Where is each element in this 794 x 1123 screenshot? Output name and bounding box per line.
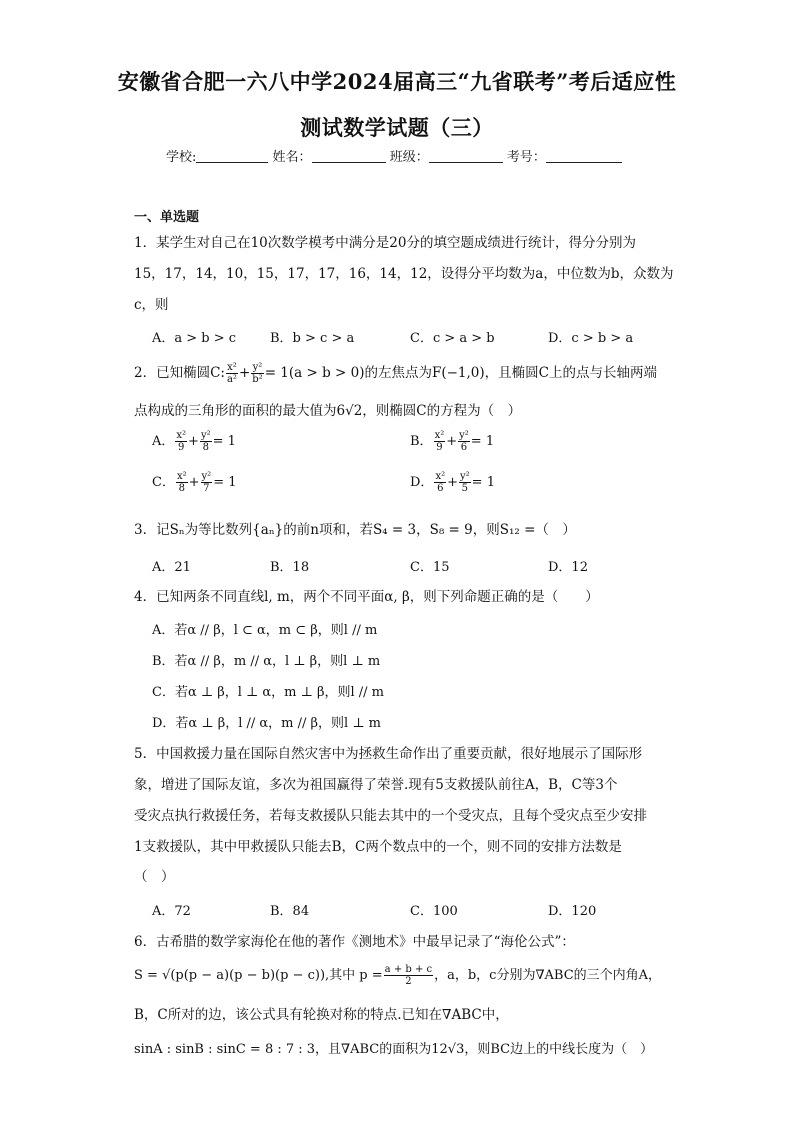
q1-line2: 15，17，14，10，15，17，17，16，14，12，设得分平均数为a，中位数为b，众数为: [134, 266, 674, 282]
q4-option-d[interactable]: D．若α ⊥ β，l // α，m // β，则l ⊥ m: [152, 716, 382, 731]
number-label: 考号：: [506, 150, 546, 165]
q5-line4: 1支救援队，其中甲救援队只能去B，C两个数点中的一个，则不同的安排方法数是: [134, 839, 622, 855]
q2-frac-x-den: a²: [226, 374, 237, 385]
q6-frac-p-den: 2: [405, 976, 412, 987]
q5-line1: 5．中国救援力量在国际自然灾害中为拯救生命作出了重要贡献，很好地展示了国际形: [134, 746, 643, 762]
q4-option-b[interactable]: B．若α // β，m // α，l ⊥ β，则l ⊥ m: [152, 654, 381, 669]
q2-a-frac2: [200, 430, 212, 453]
q6-formula: S = √(p(p − a)(p − b)(p − c)): [134, 968, 326, 983]
q2-option-d[interactable]: D． $\frac{\text{x²}}{6}$ + $\frac{\text{y²}}{5}$ = 1: [410, 471, 495, 494]
q1-option-d[interactable]: D．c > b > a: [548, 331, 634, 346]
name-blank[interactable]: [312, 150, 386, 163]
q2-option-b-label: B．: [410, 434, 433, 449]
q2-b-d1: 9: [436, 442, 443, 453]
q5-option-c[interactable]: C．100: [410, 904, 458, 919]
q2-d-frac2: [459, 471, 471, 494]
q5-line5: （ ）: [134, 869, 175, 885]
q6-frac-p-num: a + b + c: [384, 964, 433, 975]
q2-c-n1: x²: [176, 471, 187, 482]
q2-b-frac1: [434, 430, 446, 453]
q5-line2: 象，增进了国际友谊，多次为祖国赢得了荣誉.现有5支救援队前往A，B，C等3个: [134, 777, 618, 793]
q2-a-n1: x²: [176, 430, 187, 441]
q4-option-a[interactable]: A．若α // β，l ⊂ α，m ⊂ β，则l // m: [152, 623, 378, 638]
q2-b-n2: y²: [459, 430, 469, 441]
q5-option-d[interactable]: D．120: [548, 904, 597, 919]
q2-c-d1: 8: [178, 483, 185, 494]
q2-a-d1: 9: [178, 442, 185, 453]
q2-d-d2: 5: [461, 483, 469, 494]
q2-c-n2: y²: [201, 471, 212, 482]
q2-b-frac2: [458, 430, 470, 453]
student-info-row: [166, 146, 622, 165]
q2-c-frac2: [201, 471, 213, 494]
q2-a-n2: y²: [200, 430, 211, 441]
q2-option-c-label: C．: [152, 475, 175, 490]
q2-frac-y-num: y²: [252, 362, 263, 373]
q4-option-c[interactable]: C．若α ⊥ β，l ⊥ α，m ⊥ β，则l // m: [152, 685, 385, 700]
q2-a-d2: 8: [202, 442, 209, 453]
q2-frac-x-num: x²: [227, 362, 237, 373]
q2-d-n1: x²: [435, 471, 446, 482]
q2-line2: 点构成的三角形的面积的最大值为6√2，则椭圆C的方程为（ ）: [134, 403, 522, 419]
q2-line1: 2．已知椭圆C: $\frac{\text{x²}}{\text{a²}}$ + $\frac{\text{y²}}{\text{b²}}$ = 1(a > b > 0)的左焦点为F(−1,0)，且椭圆C上的点与长轴两端: [134, 362, 657, 385]
school-label: 学校:: [166, 150, 197, 165]
q3-option-d[interactable]: D．12: [548, 560, 588, 575]
q1-option-c[interactable]: C．c > a > b: [410, 331, 495, 346]
q6-frac-p: [384, 964, 433, 987]
q2-frac-x: [226, 362, 238, 385]
name-label: 姓名：: [272, 150, 312, 165]
q6-line2: [134, 964, 661, 987]
q6-mid: ,其中 p =: [325, 968, 383, 983]
q6-line1: 6．古希腊的数学家海伦在他的著作《测地术》中最早记录了“海伦公式”：: [134, 934, 575, 950]
q2-option-a[interactable]: A． $\frac{\text{x²}}{9}$ + $\frac{\text{y²}}{8}$ = 1: [152, 430, 236, 453]
q2-c-d2: 7: [203, 483, 210, 494]
q2-b-tail: = 1: [470, 434, 495, 449]
exam-title-line1: 安徽省合肥一六八中学2024届高三“九省联考”考后适应性: [117, 69, 677, 94]
exam-title-line2: 测试数学试题（三）: [300, 115, 494, 140]
q3-option-b[interactable]: B．18: [270, 560, 310, 575]
q2-d-frac1: [434, 471, 446, 494]
q6-line3: B，C所对的边，该公式具有轮换对称的特点.已知在∇ABC中，: [134, 1007, 509, 1023]
q2-cond: = 1(a > b > 0)的左焦点为F(−1,0)，且椭圆C上的点与长轴两端: [264, 365, 657, 381]
q1-line3: c，则: [134, 297, 169, 313]
class-label: 班级：: [389, 150, 429, 165]
q2-option-c[interactable]: C． $\frac{\text{x²}}{8}$ + $\frac{\text{y²}}{7}$ = 1: [152, 471, 237, 494]
class-blank[interactable]: [429, 150, 503, 163]
q1-option-a[interactable]: A．a > b > c: [152, 331, 237, 346]
q1-option-b[interactable]: B．b > c > a: [270, 331, 355, 346]
q3-line1: 3．记Sₙ为等比数列{aₙ}的前n项和，若S₄ = 3，S₈ = 9，则S₁₂ =（ ）: [134, 522, 576, 538]
q2-b-d2: 6: [460, 442, 468, 453]
q2-option-a-label: A．: [152, 434, 175, 449]
q2-c-tail: = 1: [213, 475, 237, 490]
q2-option-d-label: D．: [410, 475, 434, 490]
q6-line4: sinA : sinB : sinC = 8 : 7 : 3，且∇ABC的面积为12√3，则BC边上的中线长度为（ ）: [134, 1042, 654, 1057]
q5-option-b[interactable]: B．84: [270, 904, 310, 919]
q2-frac-y: [251, 362, 263, 385]
q4-line1: 4．已知两条不同直线l, m，两个不同平面α, β，则下列命题正确的是（ ）: [134, 589, 599, 605]
q2-a-tail: = 1: [212, 434, 236, 449]
q5-line3: 受灾点执行救援任务，若每支救援队只能去其中的一个受灾点，且每个受灾点至少安排: [134, 808, 647, 824]
q2-pre: 2．已知椭圆C:: [134, 365, 225, 381]
q2-d-n2: y²: [460, 471, 470, 482]
q2-c-frac1: [176, 471, 188, 494]
school-blank[interactable]: [196, 150, 268, 163]
q2-frac-y-den: b²: [252, 374, 263, 385]
q2-option-b[interactable]: B． $\frac{\text{x²}}{9}$ + $\frac{\text{y²}}{6}$ = 1: [410, 430, 495, 453]
q6-tail: ，a，b，c分别为∇ABC的三个内角A，: [434, 968, 662, 983]
number-blank[interactable]: [546, 150, 622, 163]
q3-option-c[interactable]: C．15: [410, 560, 450, 575]
q2-d-tail: = 1: [471, 475, 495, 490]
q5-option-a[interactable]: A．72: [152, 904, 191, 919]
q2-a-frac1: [175, 430, 187, 453]
q1-line1: 1．某学生对自己在10次数学模考中满分是20分的填空题成绩进行统计，得分分别为: [134, 235, 636, 251]
section-title: 一、单选题: [134, 210, 200, 225]
q2-b-n1: x²: [434, 430, 445, 441]
q3-option-a[interactable]: A．21: [152, 560, 191, 575]
q2-d-d1: 6: [437, 483, 444, 494]
